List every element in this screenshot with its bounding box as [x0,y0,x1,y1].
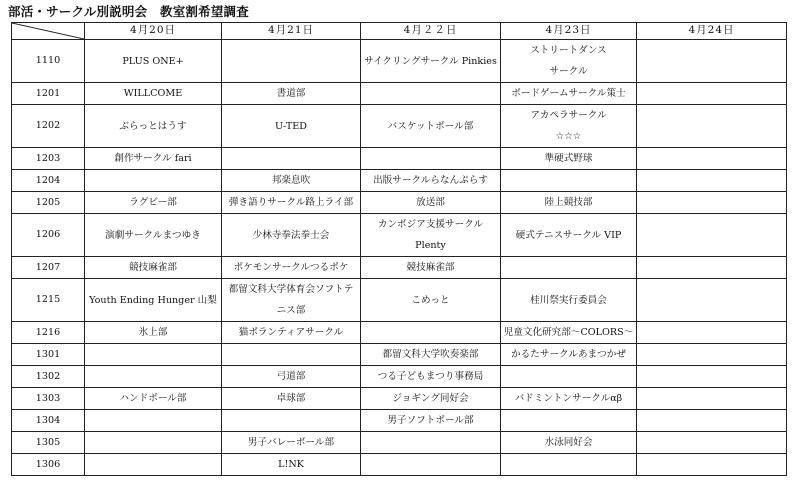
club-name: つる子どもまつり事務局 [377,371,484,382]
table-row [12,432,787,454]
page-title: 部活・サークル別説明会 教室割希望調査 [8,4,249,19]
room-number: 1304 [12,410,85,432]
club-name: ハンドボール部 [119,393,187,404]
room-number: 1303 [12,388,85,410]
schedule-cell [222,192,361,214]
schedule-cell [361,366,501,388]
club-name: 創作サークル fari [114,153,192,164]
column-header-date: 4月20日 [85,23,222,40]
schedule-cell [361,148,501,170]
schedule-cell [361,279,501,322]
schedule-cell [637,83,787,105]
schedule-cell [85,257,222,279]
schedule-cell [637,40,787,83]
club-name: ぶらっとはうす [119,120,187,132]
club-name: WILLCOME [123,88,183,99]
room-number: 1305 [12,432,85,454]
schedule-cell [361,432,501,454]
schedule-cell [361,410,501,432]
schedule-cell [361,257,501,279]
column-header-date: 4月23日 [501,23,637,40]
club-name: ストリートダンス [530,45,607,56]
table-row [12,83,787,105]
club-name: ジョギング同好会 [392,393,469,404]
schedule-cell [361,105,501,148]
schedule-cell [222,279,361,322]
schedule-cell [501,83,637,105]
schedule-cell [361,83,501,105]
schedule-cell [501,170,637,192]
schedule-cell [85,214,222,257]
schedule-cell [222,40,361,83]
schedule-cell [222,388,361,410]
club-name: ラグビー部 [129,197,177,208]
schedule-cell [361,214,501,257]
table-row [12,40,787,83]
club-name: U-TED [275,120,307,132]
club-name: 桂川祭実行委員会 [530,294,607,306]
club-name: PLUS ONE+ [122,55,184,67]
schedule-cell [501,148,637,170]
schedule-cell [361,40,501,83]
room-number: 1216 [12,322,85,344]
room-number: 1110 [12,40,85,83]
club-name: Youth Ending Hunger 山梨 [89,294,217,306]
club-name: 陸上競技部 [544,197,593,208]
club-name: 放送部 [416,197,445,208]
club-name: 弓道部 [276,371,306,382]
schedule-cell [637,279,787,322]
room-number: 1204 [12,170,85,192]
schedule-cell [222,366,361,388]
club-name: アカペラサークル [530,110,607,121]
club-name: サイクリングサークル Pinkies [364,55,497,67]
schedule-cell [501,214,637,257]
schedule-cell [637,388,787,410]
schedule-cell [85,454,222,476]
corner-cell [12,23,85,40]
club-name: ニス部 [276,305,306,316]
schedule-cell [222,454,361,476]
club-name: 都留文科大学体育会ソフトテ [228,284,354,295]
schedule-cell [501,366,637,388]
schedule-cell [501,432,637,454]
column-header-date: 4月21日 [222,23,361,40]
club-name: サークル [549,66,588,77]
table-row [12,322,787,344]
room-number: 1202 [12,105,85,148]
column-header-date: 4月２２日 [361,23,501,40]
schedule-cell [501,388,637,410]
schedule-cell [501,454,637,476]
schedule-cell [361,388,501,410]
schedule-cell [85,105,222,148]
schedule-cell [85,432,222,454]
table-row [12,105,787,148]
club-name: 都留文科大学吹奏楽部 [382,349,479,360]
room-schedule-table [11,22,787,476]
schedule-cell [222,257,361,279]
schedule-cell [222,410,361,432]
table-row [12,279,787,322]
schedule-cell [637,192,787,214]
schedule-cell [361,322,501,344]
schedule-cell [637,366,787,388]
club-name: 児童文化研究部〜COLORS〜 [503,327,634,338]
schedule-cell [637,410,787,432]
table-row [12,366,787,388]
schedule-cell [637,214,787,257]
club-name: バドミントンサークルαβ [514,393,623,404]
schedule-cell [361,454,501,476]
room-number: 1215 [12,279,85,322]
room-number: 1302 [12,366,85,388]
schedule-cell [222,83,361,105]
schedule-cell [85,40,222,83]
schedule-cell [85,192,222,214]
room-number: 1301 [12,344,85,366]
room-number: 1306 [12,454,85,476]
schedule-cell [501,105,637,148]
table-row [12,257,787,279]
room-number: 1203 [12,148,85,170]
schedule-cell [222,148,361,170]
club-name: カンボジア支援サークル [377,219,484,230]
room-number: 1205 [12,192,85,214]
club-name: 男子バレーボール部 [247,437,335,448]
table-row [12,148,787,170]
room-number: 1201 [12,83,85,105]
schedule-cell [501,40,637,83]
club-name: 氷上部 [138,327,168,338]
schedule-cell [85,388,222,410]
club-name: 出版サークルらなんぷらす [373,175,488,186]
club-name: Plenty [415,240,446,251]
schedule-cell [361,192,501,214]
schedule-cell [637,432,787,454]
club-name: 演劇サークルまつゆき [105,229,201,241]
schedule-cell [501,279,637,322]
column-header-date: 4月24日 [637,23,787,40]
club-name: 水泳同好会 [544,437,593,448]
club-name: こめっと [411,294,450,306]
schedule-cell [501,344,637,366]
schedule-cell [85,366,222,388]
header-row [12,23,787,40]
schedule-cell [85,279,222,322]
club-name: 書道部 [276,88,306,99]
table-row [12,454,787,476]
room-number: 1207 [12,257,85,279]
club-name: L!NK [278,459,304,470]
club-name: バスケットボール部 [387,120,474,132]
schedule-cell [85,410,222,432]
schedule-cell [637,170,787,192]
table-row [12,410,787,432]
schedule-cell [222,170,361,192]
table-row [12,170,787,192]
schedule-cell [85,344,222,366]
club-name: 卓球部 [276,393,306,404]
room-number: 1206 [12,214,85,257]
schedule-cell [637,344,787,366]
club-name: 男子ソフトボール部 [387,415,474,426]
schedule-cell [501,410,637,432]
schedule-cell [361,344,501,366]
table-row [12,388,787,410]
club-name: ☆☆☆ [555,131,582,142]
schedule-cell [637,454,787,476]
club-name: かるたサークルあまつかぜ [511,349,626,360]
schedule-cell [222,214,361,257]
club-name: 少林寺拳法拳士会 [252,229,330,241]
table-row [12,192,787,214]
club-name: 硬式テニスサークル VIP [515,229,622,241]
schedule-cell [501,257,637,279]
schedule-cell [637,105,787,148]
club-name: 競技麻雀部 [406,262,455,273]
schedule-cell [222,432,361,454]
club-name: 邦楽息吹 [271,175,311,186]
schedule-cell [361,170,501,192]
schedule-cell [501,322,637,344]
schedule-cell [85,170,222,192]
club-name: 準硬式野球 [544,153,593,164]
schedule-cell [637,257,787,279]
schedule-cell [85,322,222,344]
club-name: 猫ボランティアサークル [238,327,344,338]
schedule-cell [85,148,222,170]
club-name: ボードゲームサークル策士 [511,88,626,99]
schedule-cell [637,322,787,344]
schedule-cell [85,83,222,105]
schedule-cell [501,192,637,214]
table-row [12,344,787,366]
diagonal-line [12,23,84,39]
schedule-cell [637,148,787,170]
club-name: ポケモンサークルつるポケ [233,262,349,273]
club-name: 競技麻雀部 [129,262,177,273]
schedule-cell [222,105,361,148]
schedule-cell [222,322,361,344]
table-row [12,214,787,257]
club-name: 弾き語りサークル路上ライ部 [228,197,354,208]
schedule-cell [222,344,361,366]
